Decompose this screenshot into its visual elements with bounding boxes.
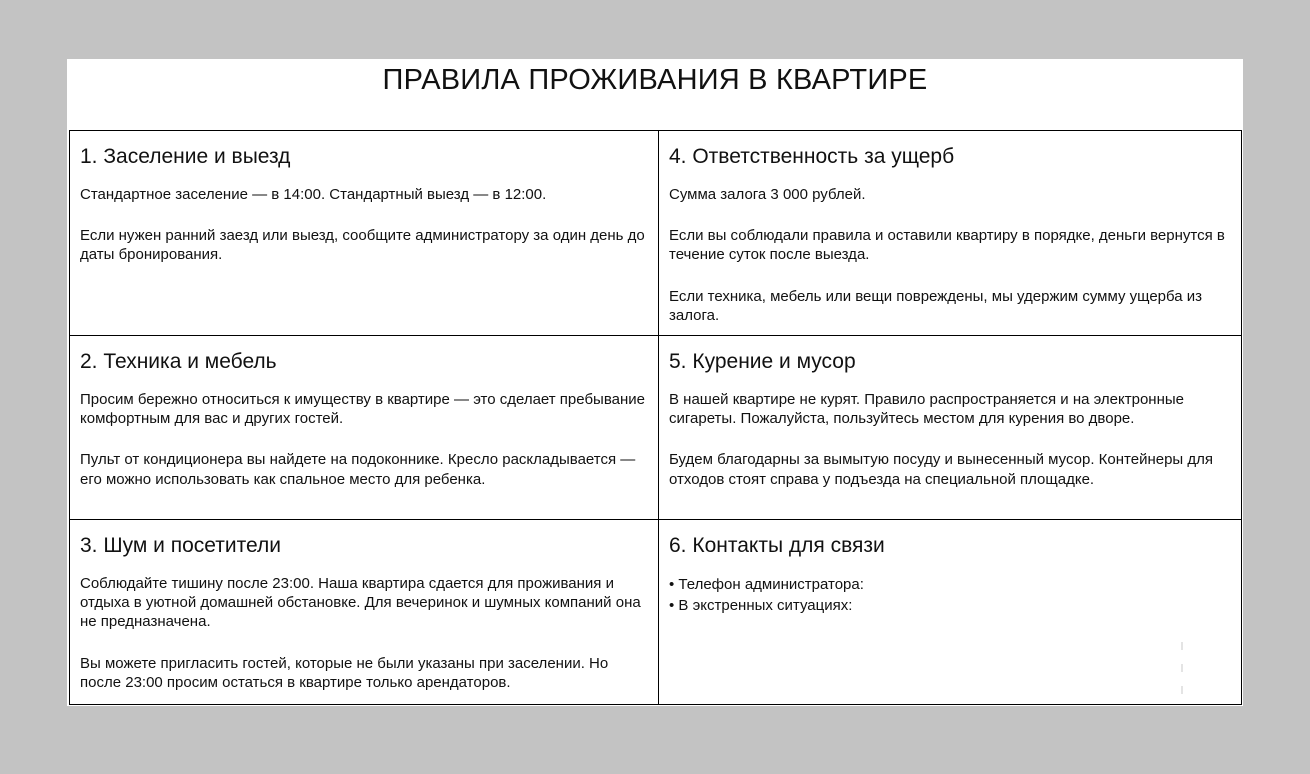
section-heading: 3. Шум и посетители: [80, 534, 281, 557]
section-heading: 2. Техника и мебель: [80, 350, 277, 373]
section-contacts: [659, 520, 1242, 705]
section-heading: 4. Ответственность за ущерб: [669, 145, 955, 168]
section-heading: 5. Курение и мусор: [669, 350, 856, 373]
table-row: [70, 520, 1242, 705]
section-paragraph: Вы можете пригласить гостей, которые не были указаны при заселении. Но после 23:00 просим остаться в квартире только арендаторов.: [80, 654, 609, 691]
document-page: [67, 59, 1243, 706]
section-paragraph: Стандартное заселение — в 14:00. Стандартный выезд — в 12:00.: [80, 186, 547, 203]
rules-table: [69, 130, 1242, 705]
section-heading: 6. Контакты для связи: [669, 534, 885, 557]
section-liability: [659, 131, 1242, 336]
section-paragraph: Если техника, мебель или вещи повреждены, мы удержим сумму ущерба из залога.: [669, 287, 1203, 324]
contact-item-admin-phone: • Телефон администратора:: [669, 574, 1232, 595]
contact-item-emergency: • В экстренных ситуациях:: [669, 595, 1232, 616]
section-smoking: [659, 336, 1242, 520]
section-paragraph: Если вы соблюдали правила и оставили квартиру в порядке, деньги вернутся в течение суток после выезда.: [669, 227, 1225, 264]
section-paragraph: Сумма залога 3 000 рублей.: [669, 186, 866, 203]
section-noise: [70, 520, 659, 705]
table-row: [70, 336, 1242, 520]
section-paragraph: Пульт от кондиционера вы найдете на подоконнике. Кресло раскладывается — его можно использовать как спальное место для ребенка.: [80, 451, 636, 488]
section-paragraph: Будем благодарны за вымытую посуду и вынесенный мусор. Контейнеры для отходов стоят справа у подъезда на специальной площадке.: [669, 451, 1213, 488]
section-paragraph: Соблюдайте тишину после 23:00. Наша квартира сдается для проживания и отдыха в уютной домашней обстановке. Для вечеринок и шумных компаний она не предназначена.: [80, 575, 641, 631]
document-title: ПРАВИЛА ПРОЖИВАНИЯ В КВАРТИРЕ: [382, 64, 928, 96]
section-checkin: [70, 131, 659, 336]
section-heading: 1. Заселение и выезд: [80, 145, 291, 168]
table-row: [70, 131, 1242, 336]
contact-list: [669, 574, 1232, 616]
section-appliances: [70, 336, 659, 520]
section-paragraph: Просим бережно относиться к имуществу в квартире — это сделает пребывание комфортным для вас и других гостей.: [80, 391, 645, 428]
section-paragraph: Если нужен ранний заезд или выезд, сообщите администратору за один день до даты бронирования.: [80, 227, 645, 264]
scan-artifact: [1181, 642, 1183, 692]
section-paragraph: В нашей квартире не курят. Правило распространяется и на электронные сигареты. Пожалуйста, пользуйтесь местом для курения во дворе.: [669, 391, 1185, 428]
